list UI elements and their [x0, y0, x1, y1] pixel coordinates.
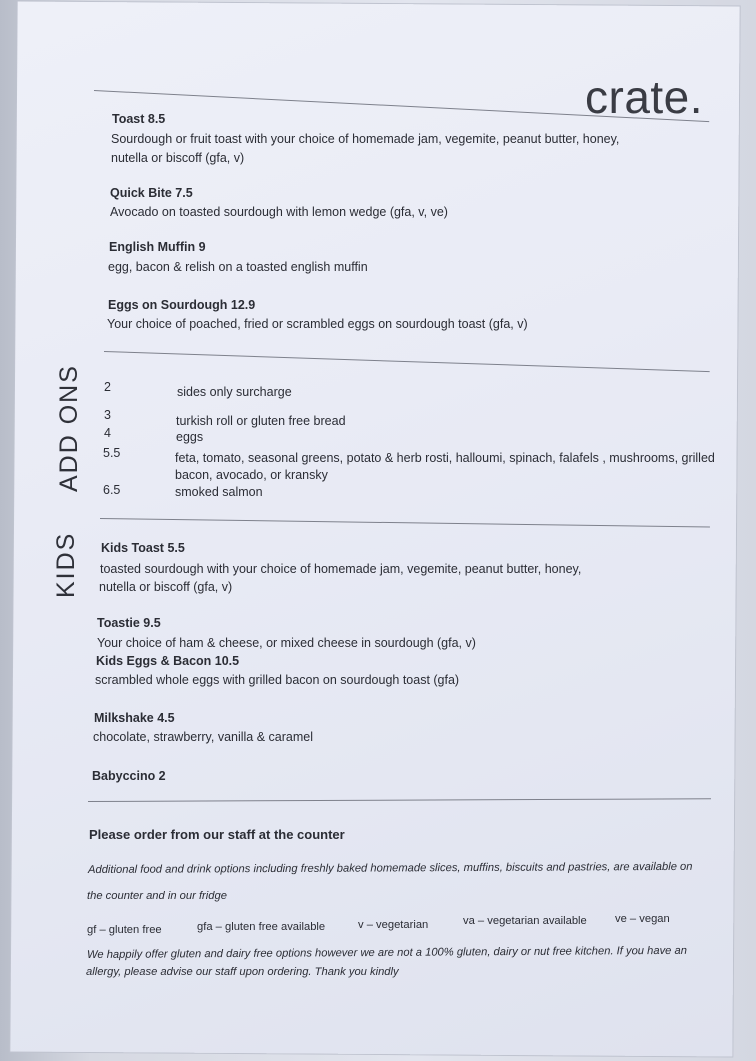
addon-text: turkish roll or gluten free bread	[176, 414, 346, 428]
item-title-toastie: Toastie 9.5	[97, 616, 161, 630]
legend-ve: ve – vegan	[615, 913, 670, 925]
item-desc-eggs-sourdough: Your choice of poached, fried or scrambled eggs on sourdough toast (gfa, v)	[107, 317, 528, 331]
item-desc-english-muffin: egg, bacon & relish on a toasted english muffin	[108, 260, 368, 274]
brand-logo: crate.	[585, 71, 704, 123]
addon-text: eggs	[176, 430, 204, 444]
item-desc-toastie: Your choice of ham & cheese, or mixed cheese in sourdough (gfa, v)	[97, 636, 476, 650]
item-title-kids-toast: Kids Toast 5.5	[101, 541, 185, 555]
addon-text-cont: bacon, avocado, or kransky	[175, 468, 328, 482]
addon-price: 6.5	[103, 483, 121, 497]
addon-price: 2	[104, 380, 111, 394]
addon-price: 3	[104, 408, 111, 422]
allergy-notice: We happily offer gluten and dairy free options however we are not a 100% gluten, dairy or nut free kitchen. If you have an	[86, 944, 687, 961]
item-title-milkshake: Milkshake 4.5	[94, 711, 175, 725]
addon-text: sides only surcharge	[177, 385, 292, 399]
allergy-notice-cont: allergy, please advise our staff upon ordering. Thank you kindly	[86, 966, 399, 978]
item-desc-kids-toast: toasted sourdough with your choice of homemade jam, vegemite, peanut butter, honey,	[100, 562, 582, 576]
item-title-quick-bite: Quick Bite 7.5	[110, 186, 193, 200]
item-desc-toast-cont: nutella or biscoff (gfa, v)	[111, 151, 245, 165]
item-title-english-muffin: English Muffin 9	[109, 240, 206, 254]
addon-price: 4	[104, 426, 111, 440]
section-label-kids: KIDS	[52, 531, 80, 598]
item-desc-toast: Sourdough or fruit toast with your choice of homemade jam, vegemite, peanut butter, honey,	[111, 132, 620, 146]
item-title-eggs-sourdough: Eggs on Sourdough 12.9	[108, 298, 256, 312]
item-title-kids-eggs-bacon: Kids Eggs & Bacon 10.5	[96, 654, 240, 668]
item-desc-kids-eggs-bacon: scrambled whole eggs with grilled bacon on sourdough toast (gfa)	[95, 673, 460, 687]
item-title-toast: Toast 8.5	[112, 112, 166, 126]
addon-text: feta, tomato, seasonal greens, potato & herb rosti, halloumi, spinach, falafels , mushrooms, grilled	[175, 451, 715, 465]
addon-text: smoked salmon	[175, 485, 263, 499]
legend-v: v – vegetarian	[358, 919, 429, 931]
legend-gfa: gfa – gluten free available	[197, 921, 326, 933]
section-label-addons: ADD ONS	[55, 364, 83, 492]
item-desc-quick-bite: Avocado on toasted sourdough with lemon wedge (gfa, v, ve)	[110, 205, 448, 219]
addon-price: 5.5	[103, 446, 121, 460]
item-desc-kids-toast-cont: nutella or biscoff (gfa, v)	[99, 580, 233, 594]
item-title-babyccino: Babyccino 2	[92, 769, 166, 783]
additional-notice: Additional food and drink options including freshly baked homemade slices, muffins, biscuits and pastries, are available on	[87, 860, 693, 876]
item-desc-milkshake: chocolate, strawberry, vanilla & caramel	[93, 730, 313, 744]
additional-notice-cont: the counter and in our fridge	[87, 890, 227, 902]
order-notice: Please order from our staff at the counter	[89, 827, 345, 842]
legend-va: va – vegetarian available	[463, 915, 587, 927]
legend-gf: gf – gluten free	[87, 924, 162, 936]
